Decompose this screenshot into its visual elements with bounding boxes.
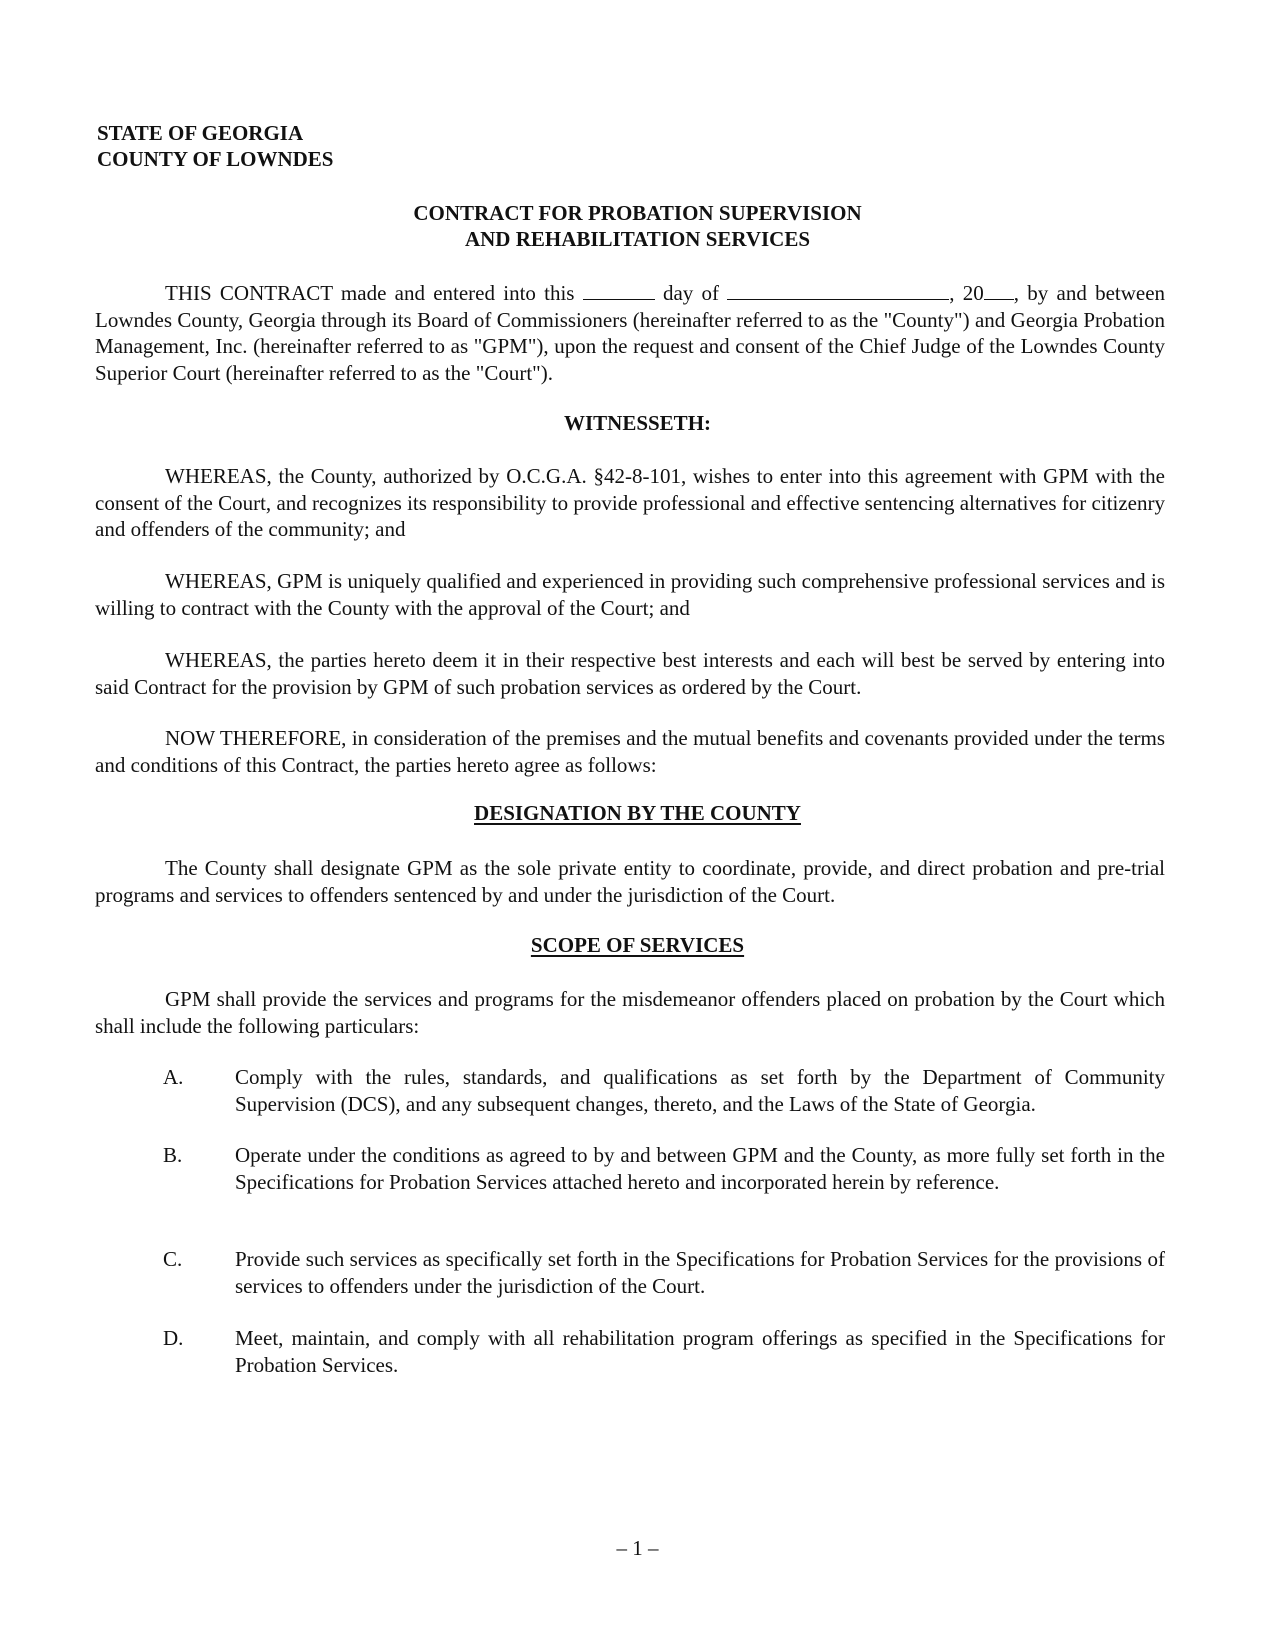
item-text: Provide such services as specifically set forth in the Specifications for Probation Services for the provisions of services to offenders under the jurisdiction of the Court. [235,1247,1165,1298]
item-text: Meet, maintain, and comply with all rehabilitation program offerings as specified in the Specifications for Probation Services. [235,1326,1165,1377]
intro-text-rest: between Lowndes County, Georgia through its Board of Commissioners (hereinafter referred to as the "County") and Georgia Probation Management, Inc. (hereinafter referred to as "GPM"), upon the request and consent of the Chief Judge of the Lowndes County Superior Court (hereinafter referred to as the "Court"). [95,281,1166,385]
intro-text-1: THIS CONTRACT made and entered into this [165,281,575,305]
witnesseth-heading: WITNESSETH: [563,411,712,435]
whereas-paragraph-2: WHEREAS, GPM is uniquely qualified and experienced in providing such comprehensive professional services and is willing to contract with the County with the approval of the Court; and [95,569,1165,620]
intro-paragraph [95,280,1165,386]
state-label: STATE OF GEORGIA [97,121,304,145]
county-label: COUNTY OF LOWNDES [97,147,334,171]
year-blank [984,281,1014,300]
whereas-paragraph-1: WHEREAS, the County, authorized by O.C.G.A. §42-8-101, wishes to enter into this agreement with GPM with the consent of the Court, and recognizes its responsibility to provide professional and effective sentencing alternatives for citizenry and offenders of the community; and [95,464,1165,541]
intro-text-2: day of [662,281,720,305]
intro-text-3: , 20 [949,281,984,305]
whereas-paragraph-3: WHEREAS, the parties hereto deem it in their respective best interests and each will best be served by entering into said Contract for the provision by GPM of such probation services as ordered by the Court. [95,648,1165,699]
intro-text-4: , by and [1013,281,1087,305]
scope-paragraph: GPM shall provide the services and programs for the misdemeanor offenders placed on probation by the Court which shall include the following particulars: [95,987,1165,1038]
item-letter: B. [163,1143,183,1167]
contract-title-line2: AND REHABILITATION SERVICES [464,227,811,251]
page-number: – 1 – [616,1536,659,1560]
now-therefore-paragraph: NOW THEREFORE, in consideration of the premises and the mutual benefits and covenants provided under the terms and conditions of this Contract, the parties hereto agree as follows: [95,726,1165,777]
contract-title-line1: CONTRACT FOR PROBATION SUPERVISION [413,201,862,225]
month-blank [727,281,949,300]
scope-heading: SCOPE OF SERVICES [530,933,745,957]
item-letter: A. [163,1065,184,1089]
designation-heading: DESIGNATION BY THE COUNTY [474,801,801,825]
item-letter: D. [163,1326,184,1350]
day-blank [583,281,655,300]
designation-paragraph: The County shall designate GPM as the sole private entity to coordinate, provide, and direct probation and pre-trial programs and services to offenders sentenced by and under the jurisdiction of the Court. [95,856,1165,907]
item-text: Operate under the conditions as agreed to by and between GPM and the County, as more fully set forth in the Specifications for Probation Services attached hereto and incorporated herein by reference. [235,1143,1165,1194]
item-text: Comply with the rules, standards, and qualifications as set forth by the Department of Community Supervision (DCS), and any subsequent changes, thereto, and the Laws of the State of Georgia. [235,1065,1165,1116]
item-letter: C. [163,1247,183,1271]
